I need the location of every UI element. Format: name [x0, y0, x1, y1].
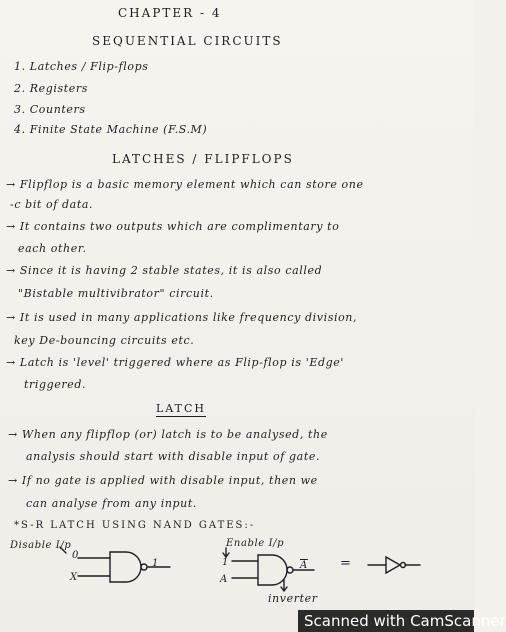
latch-note-line: analysis should start with disable input of gate.	[26, 450, 321, 463]
toc-item-registers: 2. Registers	[14, 82, 89, 95]
disable-input-value: 0	[72, 550, 79, 561]
latch-note-line: → When any flipflop (or) latch is to be analysed, the	[8, 428, 328, 441]
enable-input-value: 1	[222, 557, 229, 568]
section-title-latches: LATCHES / FLIPFLOPS	[112, 152, 294, 166]
latch-note-line: → If no gate is applied with disable input, then we	[8, 474, 318, 487]
camscanner-watermark: Scanned with CamScanner	[298, 610, 474, 632]
nand2-bubble	[287, 567, 293, 573]
note-line: → Flipflop is a basic memory element which can store one	[6, 178, 364, 191]
note-line: key De-bouncing circuits etc.	[14, 334, 195, 347]
nand-gate-icon	[258, 555, 287, 585]
section-title-latch: LATCH	[156, 402, 206, 415]
latch-note-line: can analyse from any input.	[26, 497, 197, 510]
nand1-bubble	[141, 564, 147, 570]
nand-output-value: 1	[152, 558, 159, 569]
enable-input-label: Enable I/p	[226, 538, 285, 549]
x-input-label: X	[70, 572, 78, 583]
a-bar-output-label: $\overline{A}$	[300, 560, 308, 571]
note-line: → Since it is having 2 stable states, it is also called	[6, 264, 323, 277]
nand-gate-icon	[110, 552, 141, 582]
inverter-label: inverter	[268, 592, 318, 605]
sr-latch-heading: *S-R LATCH USING NAND GATES:-	[14, 520, 256, 531]
disable-input-label: Disable I/p	[10, 540, 72, 551]
note-line: → It contains two outputs which are complimentary to	[6, 220, 340, 233]
disable-arrow-icon	[60, 547, 66, 553]
note-line: → It is used in many applications like frequency division,	[6, 311, 358, 324]
toc-item-counters: 3. Counters	[14, 103, 86, 116]
note-line: triggered.	[24, 378, 87, 391]
inverter-icon	[386, 557, 400, 573]
toc-item-fsm: 4. Finite State Machine (F.S.M)	[14, 123, 208, 136]
toc-item-latches: 1. Latches / Flip-flops	[14, 60, 149, 73]
note-line: → Latch is 'level' triggered where as Flip-flop is 'Edge'	[6, 356, 344, 369]
note-line: "Bistable multivibrator" circuit.	[18, 287, 214, 300]
equals-sign: =	[340, 556, 352, 571]
page-title: SEQUENTIAL CIRCUITS	[92, 34, 283, 48]
a-input-label: A	[220, 574, 228, 585]
chapter-heading: CHAPTER - 4	[118, 6, 222, 20]
note-line: -c bit of data.	[10, 198, 94, 211]
note-line: each other.	[18, 242, 87, 255]
enable-arrow-icon	[223, 548, 229, 557]
